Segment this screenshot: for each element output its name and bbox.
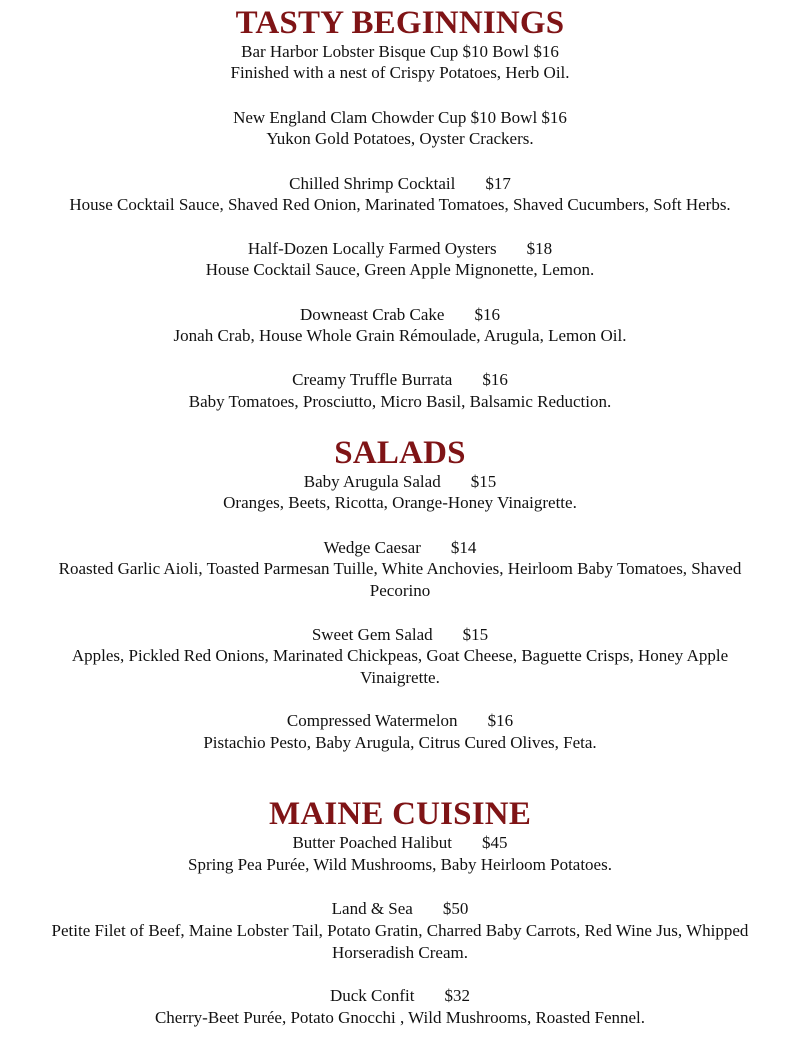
menu-item-description: House Cocktail Sauce, Green Apple Mignonette, Lemon.	[205, 260, 595, 279]
section-title-maine-cuisine: MAINE CUISINE	[268, 796, 532, 832]
menu-item-price: $16	[474, 305, 500, 324]
menu-item-description: Apples, Pickled Red Onions, Marinated Chickpeas, Goat Cheese, Baguette Crisps, Honey Apple	[71, 646, 729, 665]
menu-item-name: Downeast Crab Cake	[300, 305, 445, 324]
menu-item-name: Bar Harbor Lobster Bisque Cup $10 Bowl $16	[241, 42, 559, 61]
menu-item	[0, 899, 800, 919]
menu-item-description-continued: Pecorino	[369, 581, 431, 600]
menu-item-name: Land & Sea	[331, 899, 413, 918]
menu-item-price: $16	[482, 370, 508, 389]
menu-item-name: Chilled Shrimp Cocktail	[289, 174, 456, 193]
menu-item-description-continued: Horseradish Cream.	[332, 943, 468, 962]
menu-item-description: Pistachio Pesto, Baby Arugula, Citrus Cured Olives, Feta.	[203, 733, 597, 752]
menu-item-name: Duck Confit	[329, 986, 415, 1005]
menu-item-description: Roasted Garlic Aioli, Toasted Parmesan Tuille, White Anchovies, Heirloom Baby Tomatoes, Shaved	[58, 559, 742, 578]
section-title-tasty-beginnings: TASTY BEGINNINGS	[235, 5, 565, 41]
menu-item-description: Petite Filet of Beef, Maine Lobster Tail, Potato Gratin, Charred Baby Carrots, Red Wine Jus, Whipped	[51, 921, 749, 940]
menu-item	[0, 239, 800, 259]
menu-item	[0, 174, 800, 194]
menu-item	[0, 625, 800, 645]
menu-item-description: Cherry-Beet Purée, Potato Gnocchi , Wild Mushrooms, Roasted Fennel.	[154, 1008, 646, 1027]
menu-item-name: Compressed Watermelon	[286, 711, 458, 730]
menu-item-description: Jonah Crab, House Whole Grain Rémoulade, Arugula, Lemon Oil.	[173, 326, 627, 345]
menu-item-name: Baby Arugula Salad	[303, 472, 441, 491]
menu-item	[0, 711, 800, 731]
menu-item	[0, 833, 800, 853]
menu-item-name: Butter Poached Halibut	[292, 833, 453, 852]
menu-item	[0, 305, 800, 325]
menu-item-description: Finished with a nest of Crispy Potatoes, Herb Oil.	[230, 63, 570, 82]
section-title-salads: SALADS	[334, 435, 466, 471]
menu-item-price: $50	[442, 899, 469, 918]
menu-item	[0, 370, 800, 390]
menu-item-price: $45	[482, 833, 508, 852]
menu-item-description: Spring Pea Purée, Wild Mushrooms, Baby Heirloom Potatoes.	[188, 855, 612, 874]
menu-item-name: Wedge Caesar	[323, 538, 421, 557]
menu-item-description: Yukon Gold Potatoes, Oyster Crackers.	[266, 129, 534, 148]
menu-item-description: House Cocktail Sauce, Shaved Red Onion, Marinated Tomatoes, Shaved Cucumbers, Soft Herbs.	[69, 195, 731, 214]
menu-item-price: $17	[485, 174, 511, 193]
menu-item-description: Baby Tomatoes, Prosciutto, Micro Basil, Balsamic Reduction.	[188, 392, 612, 411]
menu-item	[0, 472, 800, 492]
menu-item-name: Creamy Truffle Burrata	[292, 370, 453, 389]
menu-item	[0, 986, 800, 1006]
menu-item-price: $18	[526, 239, 553, 258]
menu-item-description: Oranges, Beets, Ricotta, Orange-Honey Vinaigrette.	[223, 493, 577, 512]
menu-item	[0, 538, 800, 558]
menu-item-price: $14	[450, 538, 477, 557]
menu-item-name: New England Clam Chowder Cup $10 Bowl $16	[233, 108, 567, 127]
menu-item-description-continued: Vinaigrette.	[360, 668, 440, 687]
menu-item-name: Half-Dozen Locally Farmed Oysters	[247, 239, 497, 258]
menu-item-price: $15	[462, 625, 489, 644]
menu-item-name: Sweet Gem Salad	[311, 625, 433, 644]
menu-item-price: $16	[487, 711, 514, 730]
menu-item-price: $15	[470, 472, 497, 491]
menu-item-price: $32	[444, 986, 471, 1005]
